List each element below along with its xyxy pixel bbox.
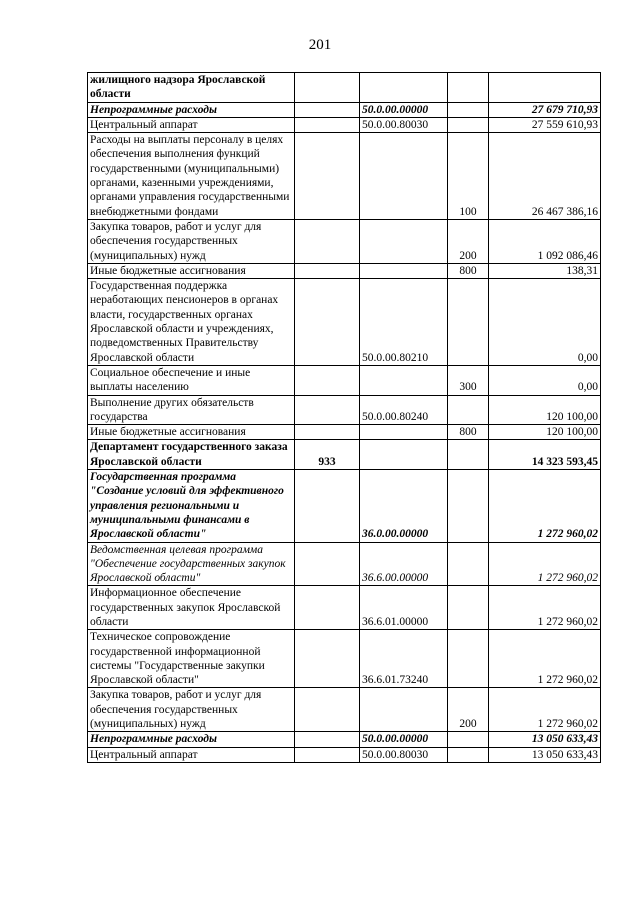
row-sum-cell: 13 050 633,43: [489, 732, 601, 747]
row-sum-cell: 1 092 086,46: [489, 219, 601, 263]
row-vr-cell: [448, 395, 489, 425]
row-csr-cell: 50.0.00.80240: [360, 395, 448, 425]
row-sum-cell: 0,00: [489, 279, 601, 366]
table-row: [88, 117, 601, 132]
table-row: [88, 73, 601, 103]
row-vr-cell: [448, 586, 489, 630]
table-row: [88, 263, 601, 278]
row-name-cell: Государственная поддержка неработающих пенсионеров в органах власти, государственных органах Ярославской области и учреждениях, подведомственных Правительству Ярославской области: [88, 279, 295, 366]
row-sum-cell: 1 272 960,02: [489, 630, 601, 688]
row-sum-cell: 1 272 960,02: [489, 586, 601, 630]
row-csr-cell: [360, 219, 448, 263]
row-vr-cell: [448, 630, 489, 688]
table-row: [88, 219, 601, 263]
row-dept-cell: [295, 688, 360, 732]
table-row: [88, 440, 601, 470]
row-name-cell: Социальное обеспечение и иные выплаты населению: [88, 365, 295, 395]
row-csr-cell: 50.0.00.80030: [360, 747, 448, 762]
row-csr-cell: 36.6.00.00000: [360, 542, 448, 586]
row-vr-cell: 800: [448, 263, 489, 278]
page-number: 201: [308, 37, 332, 53]
row-csr-cell: 50.0.00.00000: [360, 732, 448, 747]
row-vr-cell: 300: [448, 365, 489, 395]
row-sum-cell: 1 272 960,02: [489, 542, 601, 586]
row-dept-cell: [295, 395, 360, 425]
row-csr-cell: 36.0.00.00000: [360, 470, 448, 542]
budget-table-body: [88, 73, 601, 763]
row-name-cell: Иные бюджетные ассигнования: [88, 425, 295, 440]
row-dept-cell: [295, 219, 360, 263]
row-sum-cell: 138,31: [489, 263, 601, 278]
row-csr-cell: [360, 73, 448, 103]
row-sum-cell: 120 100,00: [489, 425, 601, 440]
row-vr-cell: 200: [448, 688, 489, 732]
table-row: [88, 395, 601, 425]
row-vr-cell: 800: [448, 425, 489, 440]
row-csr-cell: [360, 440, 448, 470]
table-row: [88, 102, 601, 117]
row-name-cell: Центральный аппарат: [88, 747, 295, 762]
table-row: [88, 630, 601, 688]
table-row: [88, 133, 601, 220]
row-vr-cell: [448, 732, 489, 747]
row-sum-cell: 27 559 610,93: [489, 117, 601, 132]
row-name-cell: Закупка товаров, работ и услуг для обеспечения государственных (муниципальных) нужд: [88, 219, 295, 263]
budget-table: [87, 72, 601, 763]
table-row: [88, 688, 601, 732]
row-dept-cell: [295, 542, 360, 586]
row-dept-cell: [295, 117, 360, 132]
row-name-cell: Выполнение других обязательств государства: [88, 395, 295, 425]
row-name-cell: Центральный аппарат: [88, 117, 295, 132]
row-sum-cell: 0,00: [489, 365, 601, 395]
row-dept-cell: [295, 586, 360, 630]
row-sum-cell: 120 100,00: [489, 395, 601, 425]
row-dept-cell: [295, 263, 360, 278]
row-vr-cell: 200: [448, 219, 489, 263]
row-name-cell: Закупка товаров, работ и услуг для обеспечения государственных (муниципальных) нужд: [88, 688, 295, 732]
row-vr-cell: 100: [448, 133, 489, 220]
row-dept-cell: 933: [295, 440, 360, 470]
row-dept-cell: [295, 470, 360, 542]
table-row: [88, 365, 601, 395]
row-csr-cell: 36.6.01.73240: [360, 630, 448, 688]
row-name-cell: Государственная программа "Создание условий для эффективного управления региональными и муниципальными финансами в Ярославской области": [88, 470, 295, 542]
row-vr-cell: [448, 279, 489, 366]
row-sum-cell: [489, 73, 601, 103]
table-row: [88, 279, 601, 366]
row-dept-cell: [295, 425, 360, 440]
row-csr-cell: [360, 365, 448, 395]
row-name-cell: Непрограммные расходы: [88, 102, 295, 117]
row-name-cell: Ведомственная целевая программа "Обеспечение государственных закупок Ярославской области": [88, 542, 295, 586]
row-csr-cell: 50.0.00.80030: [360, 117, 448, 132]
table-row: [88, 542, 601, 586]
row-csr-cell: 36.6.01.00000: [360, 586, 448, 630]
row-vr-cell: [448, 542, 489, 586]
table-row: [88, 470, 601, 542]
row-csr-cell: [360, 425, 448, 440]
row-name-cell: Иные бюджетные ассигнования: [88, 263, 295, 278]
row-dept-cell: [295, 630, 360, 688]
row-dept-cell: [295, 73, 360, 103]
row-vr-cell: [448, 747, 489, 762]
row-sum-cell: 26 467 386,16: [489, 133, 601, 220]
row-name-cell: Непрограммные расходы: [88, 732, 295, 747]
row-sum-cell: 13 050 633,43: [489, 747, 601, 762]
row-name-cell: Техническое сопровождение государственной информационной системы "Государственные закупки Ярославской области": [88, 630, 295, 688]
row-dept-cell: [295, 279, 360, 366]
table-row: [88, 747, 601, 762]
row-vr-cell: [448, 440, 489, 470]
row-dept-cell: [295, 133, 360, 220]
row-vr-cell: [448, 102, 489, 117]
row-csr-cell: [360, 263, 448, 278]
table-row: [88, 425, 601, 440]
row-csr-cell: [360, 688, 448, 732]
row-vr-cell: [448, 73, 489, 103]
row-name-cell: Департамент государственного заказа Ярославской области: [88, 440, 295, 470]
row-sum-cell: 1 272 960,02: [489, 688, 601, 732]
row-sum-cell: 1 272 960,02: [489, 470, 601, 542]
row-name-cell: Расходы на выплаты персоналу в целях обеспечения выполнения функций государственными (муниципальными) органами, казенными учреждениями, органами управления государственными внебюджетными фондами: [88, 133, 295, 220]
row-dept-cell: [295, 102, 360, 117]
row-csr-cell: [360, 133, 448, 220]
row-sum-cell: 14 323 593,45: [489, 440, 601, 470]
row-dept-cell: [295, 732, 360, 747]
row-csr-cell: 50.0.00.00000: [360, 102, 448, 117]
row-name-cell: Информационное обеспечение государственных закупок Ярославской области: [88, 586, 295, 630]
table-row: [88, 586, 601, 630]
row-sum-cell: 27 679 710,93: [489, 102, 601, 117]
row-dept-cell: [295, 365, 360, 395]
row-csr-cell: 50.0.00.80210: [360, 279, 448, 366]
table-row: [88, 732, 601, 747]
row-vr-cell: [448, 117, 489, 132]
row-vr-cell: [448, 470, 489, 542]
row-name-cell: жилищного надзора Ярославской области: [88, 73, 295, 103]
row-dept-cell: [295, 747, 360, 762]
